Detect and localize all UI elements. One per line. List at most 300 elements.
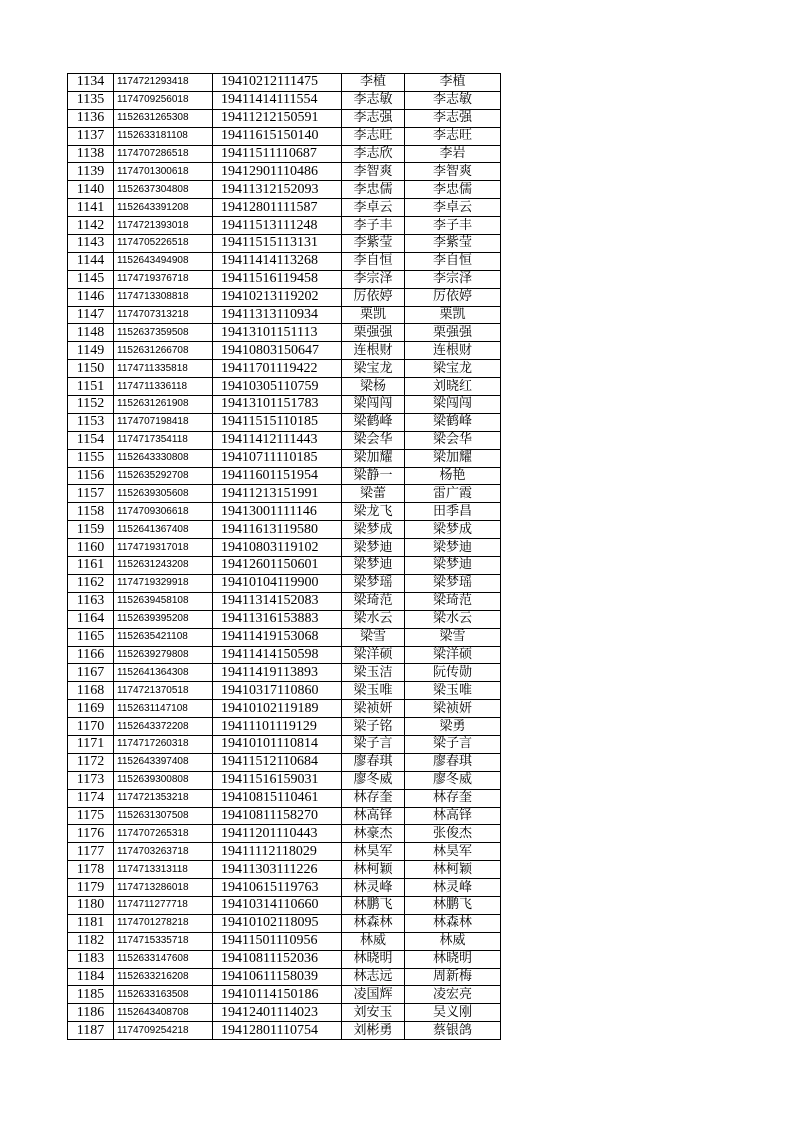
row-number-cell: 1148	[68, 324, 114, 342]
id-code-cell: 1174719317018	[114, 539, 213, 557]
verified-name-cell: 梁梦迪	[405, 539, 501, 557]
exam-number-cell: 19411613119580	[213, 521, 342, 539]
verified-name-cell: 栗强强	[405, 324, 501, 342]
name-cell: 梁鹤峰	[342, 413, 405, 431]
table-row	[68, 503, 501, 521]
name-cell: 梁龙飞	[342, 503, 405, 521]
exam-number-cell: 19411516159031	[213, 771, 342, 789]
name-cell: 廖冬威	[342, 771, 405, 789]
table-row	[68, 521, 501, 539]
id-code-cell: 1174717354118	[114, 431, 213, 449]
exam-number-cell: 19411516119458	[213, 270, 342, 288]
id-code-cell: 1152643397408	[114, 753, 213, 771]
table-row	[68, 557, 501, 575]
row-number-cell: 1176	[68, 825, 114, 843]
name-cell: 李卓云	[342, 199, 405, 217]
row-number-cell: 1161	[68, 557, 114, 575]
name-cell: 梁水云	[342, 610, 405, 628]
name-cell: 梁雪	[342, 628, 405, 646]
exam-number-cell: 19410114150186	[213, 986, 342, 1004]
name-cell: 刘彬勇	[342, 1022, 405, 1040]
exam-number-cell: 19411512110684	[213, 753, 342, 771]
id-code-cell: 1174715335718	[114, 932, 213, 950]
exam-number-cell: 19411312152093	[213, 181, 342, 199]
id-code-cell: 1174709254218	[114, 1022, 213, 1040]
table-row	[68, 145, 501, 163]
exam-number-cell: 19410314110660	[213, 896, 342, 914]
id-code-cell: 1152639279808	[114, 646, 213, 664]
table-row	[68, 1022, 501, 1040]
name-cell: 梁会华	[342, 431, 405, 449]
row-number-cell: 1149	[68, 342, 114, 360]
table-row	[68, 646, 501, 664]
row-number-cell: 1155	[68, 449, 114, 467]
name-cell: 梁闯闯	[342, 396, 405, 414]
id-code-cell: 1152631266708	[114, 342, 213, 360]
id-code-cell: 1174721370518	[114, 682, 213, 700]
verified-name-cell: 李志旺	[405, 127, 501, 145]
exam-number-cell: 19411414150598	[213, 646, 342, 664]
table-row	[68, 664, 501, 682]
row-number-cell: 1146	[68, 288, 114, 306]
table-row	[68, 968, 501, 986]
id-code-cell: 1152635292708	[114, 467, 213, 485]
row-number-cell: 1175	[68, 807, 114, 825]
verified-name-cell: 雷广霞	[405, 485, 501, 503]
name-cell: 梁梦迪	[342, 557, 405, 575]
verified-name-cell: 梁琦范	[405, 592, 501, 610]
row-number-cell: 1158	[68, 503, 114, 521]
exam-number-cell: 19411313110934	[213, 306, 342, 324]
exam-number-cell: 19413101151113	[213, 324, 342, 342]
id-code-cell: 1152639458108	[114, 592, 213, 610]
id-code-cell: 1174709306618	[114, 503, 213, 521]
verified-name-cell: 林昊军	[405, 843, 501, 861]
table-row	[68, 413, 501, 431]
table-row	[68, 986, 501, 1004]
table-row	[68, 109, 501, 127]
row-number-cell: 1184	[68, 968, 114, 986]
row-number-cell: 1156	[68, 467, 114, 485]
exam-number-cell: 19411303111226	[213, 861, 342, 879]
id-code-cell: 1174711277718	[114, 896, 213, 914]
exam-number-cell: 19411511110687	[213, 145, 342, 163]
name-cell: 李忠儒	[342, 181, 405, 199]
name-cell: 林柯颖	[342, 861, 405, 879]
exam-number-cell: 19411101119129	[213, 718, 342, 736]
verified-name-cell: 廖春琪	[405, 753, 501, 771]
id-code-cell: 1174717260318	[114, 735, 213, 753]
verified-name-cell: 梁水云	[405, 610, 501, 628]
row-number-cell: 1174	[68, 789, 114, 807]
table-row	[68, 628, 501, 646]
row-number-cell: 1171	[68, 735, 114, 753]
table-row	[68, 199, 501, 217]
verified-name-cell: 梁梦迪	[405, 557, 501, 575]
exam-number-cell: 19410811158270	[213, 807, 342, 825]
exam-number-cell: 19410803119102	[213, 539, 342, 557]
name-cell: 梁子言	[342, 735, 405, 753]
table-row	[68, 288, 501, 306]
name-cell: 李自恒	[342, 252, 405, 270]
table-row	[68, 610, 501, 628]
row-number-cell: 1167	[68, 664, 114, 682]
table-row	[68, 861, 501, 879]
table-row	[68, 378, 501, 396]
exam-number-cell: 19411201110443	[213, 825, 342, 843]
table-row	[68, 771, 501, 789]
name-cell: 林森林	[342, 914, 405, 932]
student-roster-table	[67, 73, 501, 1040]
id-code-cell: 1174711336118	[114, 378, 213, 396]
row-number-cell: 1181	[68, 914, 114, 932]
id-code-cell: 1174721353218	[114, 789, 213, 807]
verified-name-cell: 凌宏亮	[405, 986, 501, 1004]
table-row	[68, 181, 501, 199]
id-code-cell: 1152637359508	[114, 324, 213, 342]
exam-number-cell: 19410317110860	[213, 682, 342, 700]
row-number-cell: 1177	[68, 843, 114, 861]
row-number-cell: 1185	[68, 986, 114, 1004]
id-code-cell: 1174701300618	[114, 163, 213, 181]
id-code-cell: 1152643372208	[114, 718, 213, 736]
verified-name-cell: 蔡银鸽	[405, 1022, 501, 1040]
exam-number-cell: 19410615119763	[213, 879, 342, 897]
verified-name-cell: 李志强	[405, 109, 501, 127]
id-code-cell: 1152643391208	[114, 199, 213, 217]
table-row	[68, 896, 501, 914]
table-row	[68, 574, 501, 592]
row-number-cell: 1141	[68, 199, 114, 217]
id-code-cell: 1152631265308	[114, 109, 213, 127]
table-row	[68, 431, 501, 449]
name-cell: 李志敏	[342, 91, 405, 109]
verified-name-cell: 阮传勋	[405, 664, 501, 682]
table-row	[68, 396, 501, 414]
table-row	[68, 843, 501, 861]
row-number-cell: 1162	[68, 574, 114, 592]
row-number-cell: 1136	[68, 109, 114, 127]
table-row	[68, 700, 501, 718]
row-number-cell: 1183	[68, 950, 114, 968]
id-code-cell: 1152639305608	[114, 485, 213, 503]
exam-number-cell: 19410212111475	[213, 74, 342, 92]
row-number-cell: 1169	[68, 700, 114, 718]
verified-name-cell: 田季昌	[405, 503, 501, 521]
id-code-cell: 1174707198418	[114, 413, 213, 431]
row-number-cell: 1159	[68, 521, 114, 539]
row-number-cell: 1135	[68, 91, 114, 109]
verified-name-cell: 吴义刚	[405, 1004, 501, 1022]
id-code-cell: 1152637304808	[114, 181, 213, 199]
id-code-cell: 1152631147108	[114, 700, 213, 718]
exam-number-cell: 19411513111248	[213, 217, 342, 235]
id-code-cell: 1174713313118	[114, 861, 213, 879]
table-row	[68, 360, 501, 378]
row-number-cell: 1180	[68, 896, 114, 914]
verified-name-cell: 林鹏飞	[405, 896, 501, 914]
exam-number-cell: 19410815110461	[213, 789, 342, 807]
exam-number-cell: 19411213151991	[213, 485, 342, 503]
id-code-cell: 1152633216208	[114, 968, 213, 986]
verified-name-cell: 李岩	[405, 145, 501, 163]
table-row	[68, 789, 501, 807]
name-cell: 梁杨	[342, 378, 405, 396]
name-cell: 栗强强	[342, 324, 405, 342]
table-row	[68, 879, 501, 897]
name-cell: 林高铎	[342, 807, 405, 825]
name-cell: 梁玉唯	[342, 682, 405, 700]
row-number-cell: 1154	[68, 431, 114, 449]
table-row	[68, 718, 501, 736]
id-code-cell: 1152643330808	[114, 449, 213, 467]
exam-number-cell: 19410803150647	[213, 342, 342, 360]
verified-name-cell: 梁加耀	[405, 449, 501, 467]
table-row	[68, 270, 501, 288]
verified-name-cell: 杨艳	[405, 467, 501, 485]
row-number-cell: 1144	[68, 252, 114, 270]
table-row	[68, 163, 501, 181]
verified-name-cell: 刘晓红	[405, 378, 501, 396]
row-number-cell: 1147	[68, 306, 114, 324]
exam-number-cell: 19411615150140	[213, 127, 342, 145]
verified-name-cell: 李子丰	[405, 217, 501, 235]
name-cell: 梁玉洁	[342, 664, 405, 682]
id-code-cell: 1152631261908	[114, 396, 213, 414]
table-row	[68, 449, 501, 467]
exam-number-cell: 19412801111587	[213, 199, 342, 217]
table-row	[68, 1004, 501, 1022]
verified-name-cell: 连根财	[405, 342, 501, 360]
verified-name-cell: 林灵峰	[405, 879, 501, 897]
row-number-cell: 1187	[68, 1022, 114, 1040]
id-code-cell: 1174703263718	[114, 843, 213, 861]
id-code-cell: 1174707313218	[114, 306, 213, 324]
verified-name-cell: 李忠儒	[405, 181, 501, 199]
name-cell: 李子丰	[342, 217, 405, 235]
exam-number-cell: 19412801110754	[213, 1022, 342, 1040]
table-row	[68, 682, 501, 700]
table-row	[68, 342, 501, 360]
exam-number-cell: 19411414113268	[213, 252, 342, 270]
table-row	[68, 91, 501, 109]
row-number-cell: 1137	[68, 127, 114, 145]
id-code-cell: 1174707265318	[114, 825, 213, 843]
exam-number-cell: 19410711110185	[213, 449, 342, 467]
row-number-cell: 1170	[68, 718, 114, 736]
verified-name-cell: 梁雪	[405, 628, 501, 646]
verified-name-cell: 林森林	[405, 914, 501, 932]
verified-name-cell: 张俊杰	[405, 825, 501, 843]
name-cell: 梁加耀	[342, 449, 405, 467]
row-number-cell: 1152	[68, 396, 114, 414]
row-number-cell: 1138	[68, 145, 114, 163]
verified-name-cell: 栗凯	[405, 306, 501, 324]
name-cell: 李志强	[342, 109, 405, 127]
verified-name-cell: 林柯颖	[405, 861, 501, 879]
name-cell: 凌国辉	[342, 986, 405, 1004]
row-number-cell: 1172	[68, 753, 114, 771]
exam-number-cell: 19410101110814	[213, 735, 342, 753]
id-code-cell: 1152643494908	[114, 252, 213, 270]
name-cell: 李志欣	[342, 145, 405, 163]
table-row	[68, 950, 501, 968]
exam-number-cell: 19411414111554	[213, 91, 342, 109]
verified-name-cell: 周新梅	[405, 968, 501, 986]
row-number-cell: 1186	[68, 1004, 114, 1022]
name-cell: 林存奎	[342, 789, 405, 807]
table-row	[68, 592, 501, 610]
row-number-cell: 1178	[68, 861, 114, 879]
id-code-cell: 1174701278218	[114, 914, 213, 932]
row-number-cell: 1164	[68, 610, 114, 628]
exam-number-cell: 19411701119422	[213, 360, 342, 378]
table-row	[68, 235, 501, 253]
verified-name-cell: 梁梦成	[405, 521, 501, 539]
exam-number-cell: 19411314152083	[213, 592, 342, 610]
id-code-cell: 1152641367408	[114, 521, 213, 539]
id-code-cell: 1174719329918	[114, 574, 213, 592]
id-code-cell: 1152633181108	[114, 127, 213, 145]
name-cell: 梁静一	[342, 467, 405, 485]
verified-name-cell: 林威	[405, 932, 501, 950]
row-number-cell: 1143	[68, 235, 114, 253]
table-row	[68, 324, 501, 342]
name-cell: 梁洋硕	[342, 646, 405, 664]
verified-name-cell: 李志敏	[405, 91, 501, 109]
id-code-cell: 1152641364308	[114, 664, 213, 682]
table-row	[68, 306, 501, 324]
exam-number-cell: 19410104119900	[213, 574, 342, 592]
id-code-cell: 1174721393018	[114, 217, 213, 235]
exam-number-cell: 19411112118029	[213, 843, 342, 861]
row-number-cell: 1166	[68, 646, 114, 664]
id-code-cell: 1174719376718	[114, 270, 213, 288]
exam-number-cell: 19412401114023	[213, 1004, 342, 1022]
verified-name-cell: 厉依婷	[405, 288, 501, 306]
exam-number-cell: 19410213119202	[213, 288, 342, 306]
name-cell: 林鹏飞	[342, 896, 405, 914]
exam-number-cell: 19411515110185	[213, 413, 342, 431]
name-cell: 林志远	[342, 968, 405, 986]
id-code-cell: 1174705226518	[114, 235, 213, 253]
table-row	[68, 74, 501, 92]
verified-name-cell: 李卓云	[405, 199, 501, 217]
name-cell: 梁宝龙	[342, 360, 405, 378]
exam-number-cell: 19411419153068	[213, 628, 342, 646]
name-cell: 梁梦迪	[342, 539, 405, 557]
id-code-cell: 1152639300808	[114, 771, 213, 789]
id-code-cell: 1174713286018	[114, 879, 213, 897]
verified-name-cell: 梁宝龙	[405, 360, 501, 378]
name-cell: 李宗泽	[342, 270, 405, 288]
id-code-cell: 1174709256018	[114, 91, 213, 109]
verified-name-cell: 梁玉唯	[405, 682, 501, 700]
name-cell: 李智爽	[342, 163, 405, 181]
id-code-cell: 1174721293418	[114, 74, 213, 92]
verified-name-cell: 林晓明	[405, 950, 501, 968]
row-number-cell: 1179	[68, 879, 114, 897]
exam-number-cell: 19411501110956	[213, 932, 342, 950]
id-code-cell: 1152635421108	[114, 628, 213, 646]
row-number-cell: 1173	[68, 771, 114, 789]
verified-name-cell: 李自恒	[405, 252, 501, 270]
name-cell: 梁蕾	[342, 485, 405, 503]
id-code-cell: 1152643408708	[114, 1004, 213, 1022]
table-row	[68, 807, 501, 825]
exam-number-cell: 19410811152036	[213, 950, 342, 968]
name-cell: 梁琦范	[342, 592, 405, 610]
name-cell: 李紫莹	[342, 235, 405, 253]
name-cell: 连根财	[342, 342, 405, 360]
table-body	[68, 74, 501, 1040]
name-cell: 林灵峰	[342, 879, 405, 897]
verified-name-cell: 李宗泽	[405, 270, 501, 288]
name-cell: 刘安玉	[342, 1004, 405, 1022]
verified-name-cell: 梁子言	[405, 735, 501, 753]
verified-name-cell: 梁鹤峰	[405, 413, 501, 431]
row-number-cell: 1160	[68, 539, 114, 557]
name-cell: 李志旺	[342, 127, 405, 145]
name-cell: 林豪杰	[342, 825, 405, 843]
id-code-cell: 1152633147608	[114, 950, 213, 968]
exam-number-cell: 19413001111146	[213, 503, 342, 521]
verified-name-cell: 梁祯妍	[405, 700, 501, 718]
table-row	[68, 539, 501, 557]
verified-name-cell: 梁勇	[405, 718, 501, 736]
name-cell: 梁子铭	[342, 718, 405, 736]
name-cell: 厉依婷	[342, 288, 405, 306]
row-number-cell: 1145	[68, 270, 114, 288]
verified-name-cell: 林高铎	[405, 807, 501, 825]
row-number-cell: 1153	[68, 413, 114, 431]
name-cell: 林晓明	[342, 950, 405, 968]
table-row	[68, 485, 501, 503]
row-number-cell: 1151	[68, 378, 114, 396]
name-cell: 林威	[342, 932, 405, 950]
table-row	[68, 914, 501, 932]
verified-name-cell: 梁闯闯	[405, 396, 501, 414]
exam-number-cell: 19412901110486	[213, 163, 342, 181]
verified-name-cell: 李紫莹	[405, 235, 501, 253]
row-number-cell: 1139	[68, 163, 114, 181]
exam-number-cell: 19411412111443	[213, 431, 342, 449]
name-cell: 李植	[342, 74, 405, 92]
table-row	[68, 127, 501, 145]
exam-number-cell: 19410102118095	[213, 914, 342, 932]
row-number-cell: 1168	[68, 682, 114, 700]
name-cell: 梁梦成	[342, 521, 405, 539]
table-row	[68, 825, 501, 843]
row-number-cell: 1165	[68, 628, 114, 646]
table-row	[68, 932, 501, 950]
row-number-cell: 1182	[68, 932, 114, 950]
exam-number-cell: 19411212150591	[213, 109, 342, 127]
name-cell: 梁梦瑶	[342, 574, 405, 592]
verified-name-cell: 李智爽	[405, 163, 501, 181]
table-row	[68, 217, 501, 235]
table-row	[68, 735, 501, 753]
id-code-cell: 1152633163508	[114, 986, 213, 1004]
row-number-cell: 1150	[68, 360, 114, 378]
verified-name-cell: 梁洋硕	[405, 646, 501, 664]
verified-name-cell: 梁梦瑶	[405, 574, 501, 592]
row-number-cell: 1163	[68, 592, 114, 610]
row-number-cell: 1157	[68, 485, 114, 503]
id-code-cell: 1152631307508	[114, 807, 213, 825]
table-row	[68, 753, 501, 771]
exam-number-cell: 19412601150601	[213, 557, 342, 575]
